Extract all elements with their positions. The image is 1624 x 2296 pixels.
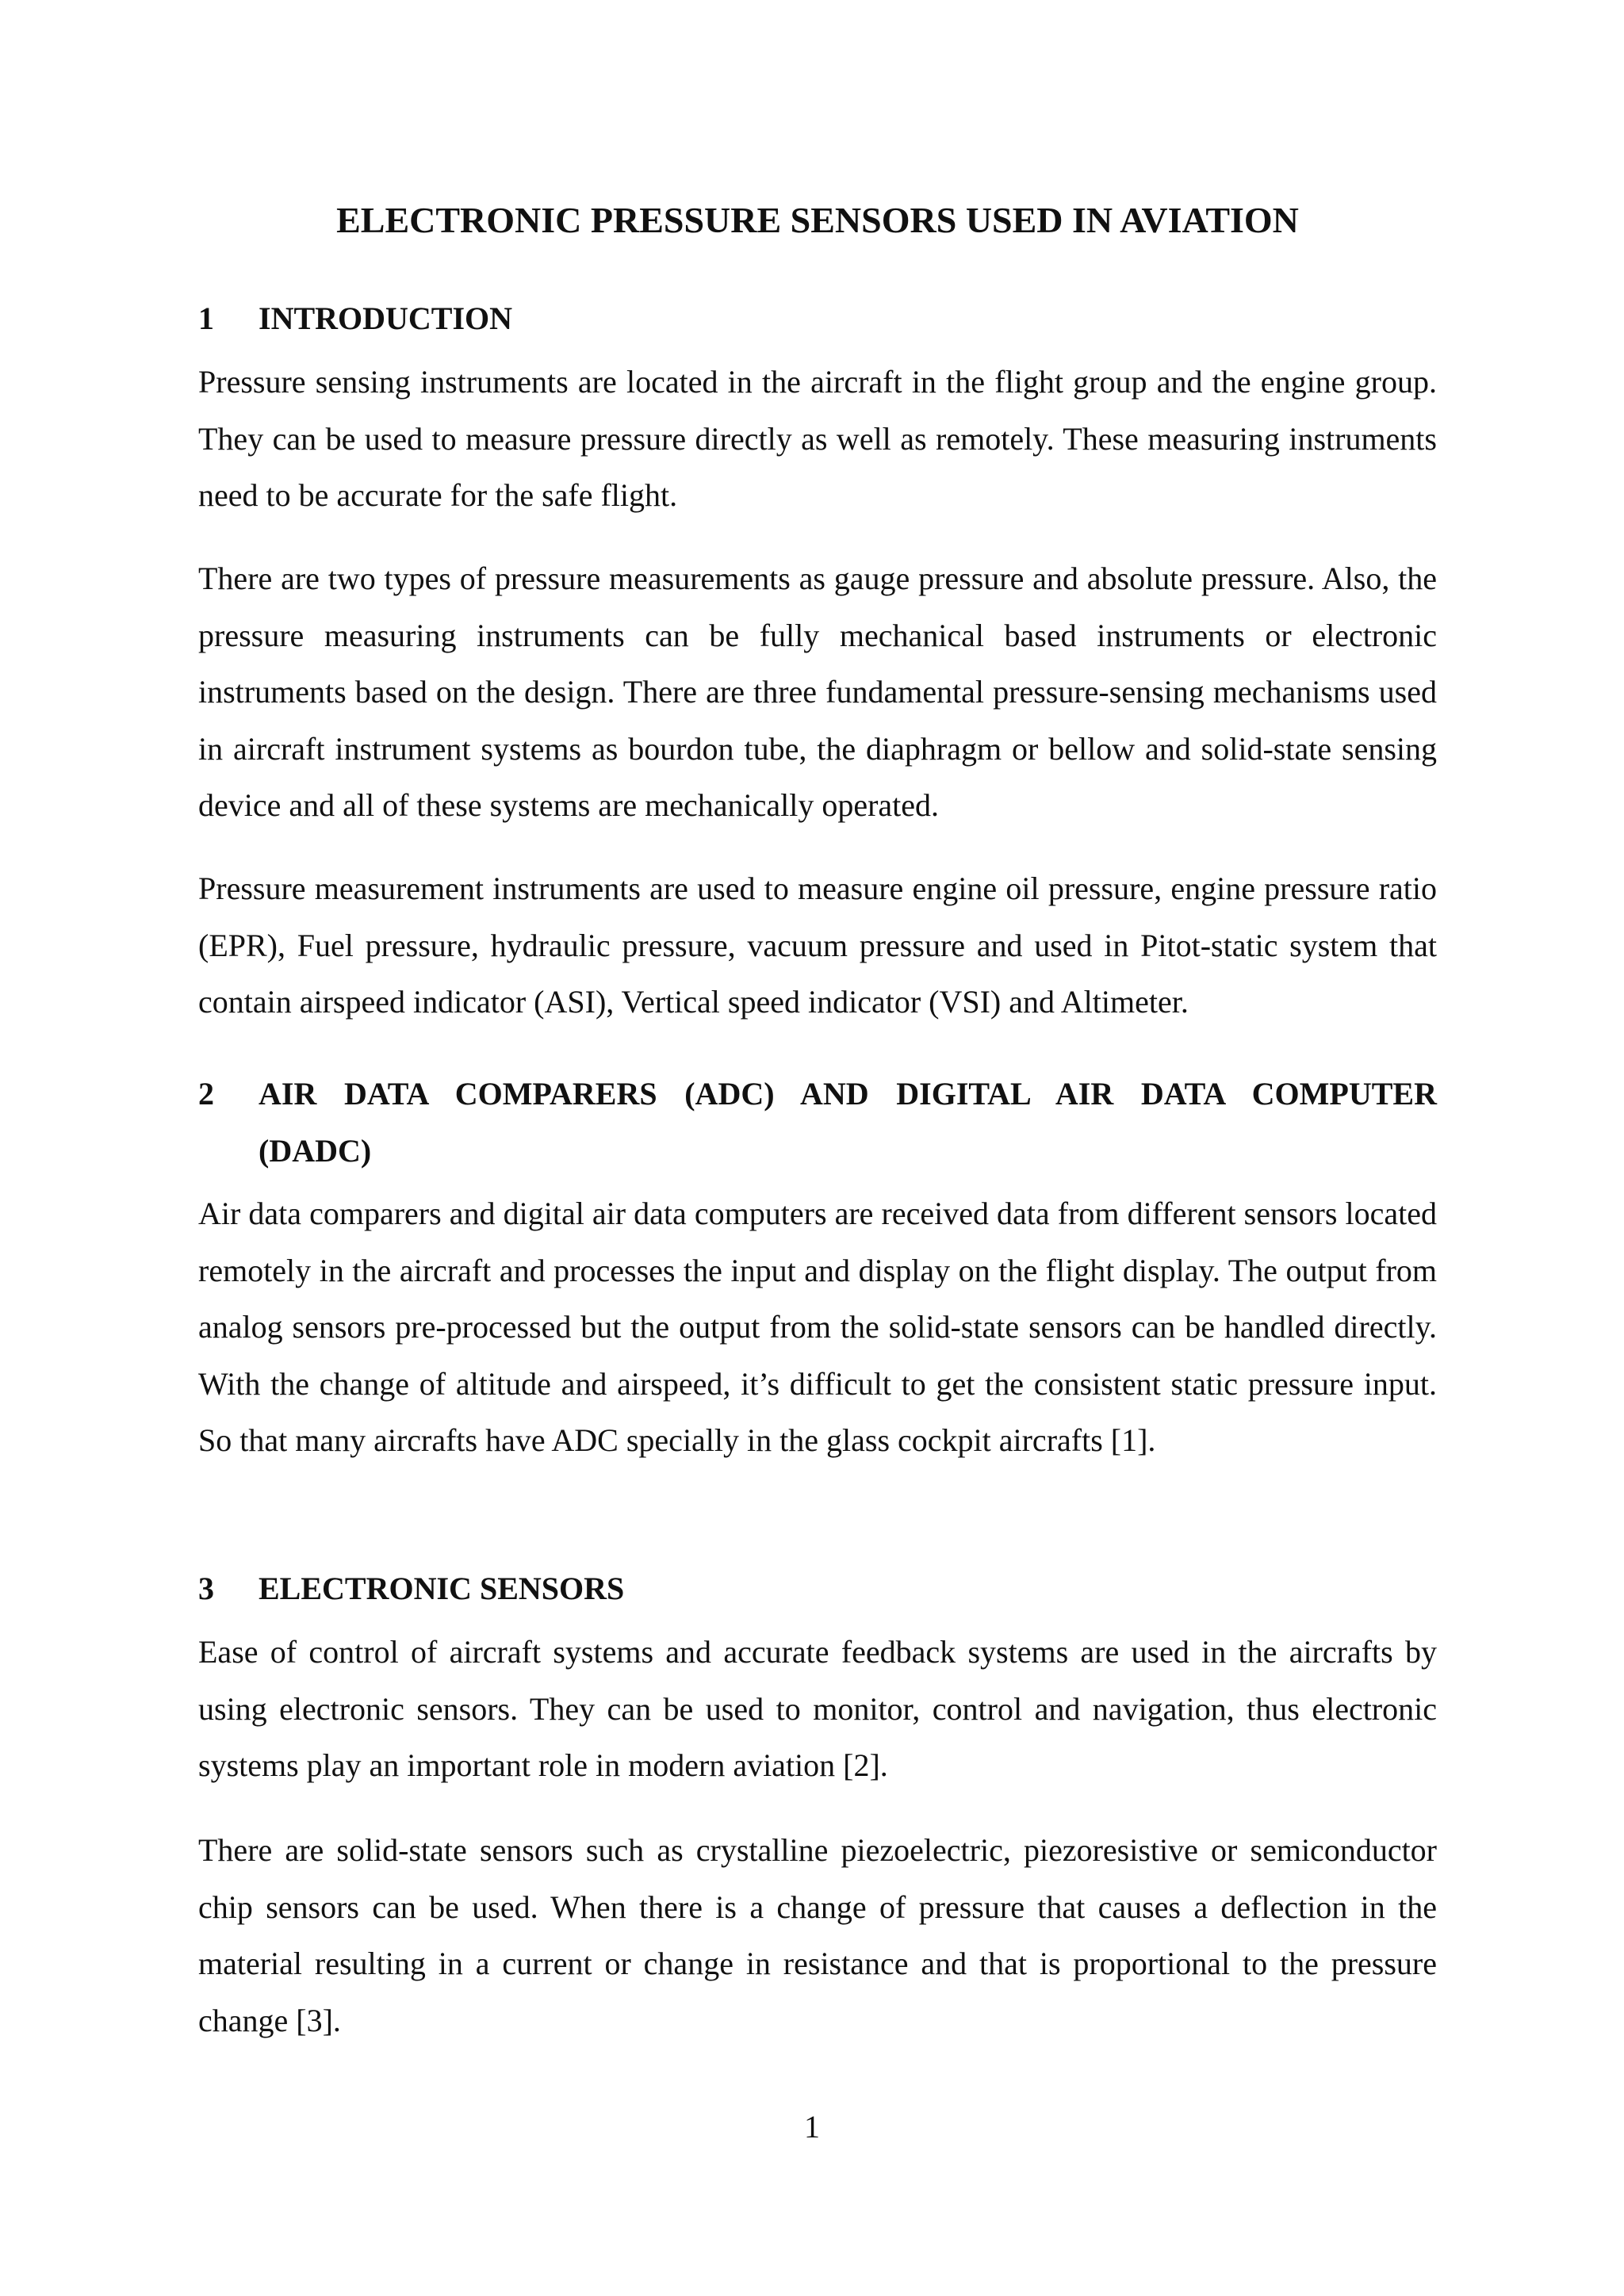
section-1-paragraph-1: Pressure sensing instruments are located in the aircraft in the flight group and the engine group. They can be used to measure pressure directly as well as remotely. These measuring instruments need to be accurate for the safe flight. [198,364,1437,513]
page-number: 1 [804,2109,820,2145]
section-1-title: INTRODUCTION [259,300,513,336]
section-1-number: 1 [198,300,214,336]
section-2-title-line-1: AIR DATA COMPARERS (ADC) AND DIGITAL AIR DATA COMPUTER [259,1076,1437,1112]
section-3-heading [198,1560,1437,1617]
section-3-paragraph-1: Ease of control of aircraft systems and accurate feedback systems are used in the aircrafts by using electronic sensors. They can be used to monitor, control and navigation, thus electronic systems play an important role in modern aviation [2]. [198,1634,1437,1783]
document-title: ELECTRONIC PRESSURE SENSORS USED IN AVIATION [336,200,1299,240]
section-3-number: 3 [198,1571,214,1606]
section-2-paragraph-1: Air data comparers and digital air data computers are received data from different sensors located remotely in the aircraft and processes the input and display on the flight display. The output from analog sensors pre-processed but the output from the solid-state sensors can be handled directly. With the change of altitude and airspeed, it’s difficult to get the consistent static pressure input. So that many aircrafts have ADC specially in the glass cockpit aircrafts [1]. [198,1196,1437,1458]
section-1-paragraph-2: There are two types of pressure measurements as gauge pressure and absolute pressure. Also, the pressure measuring instruments can be fully mechanical based instruments or electronic instruments based on the design. There are three fundamental pressure-sensing mechanisms used in aircraft instrument systems as bourdon tube, the diaphragm or bellow and solid-state sensing device and all of these systems are mechanically operated. [198,561,1437,823]
section-2-title-line-2: (DADC) [259,1133,372,1169]
section-2-heading [198,1066,1437,1180]
section-3-paragraph-2: There are solid-state sensors such as crystalline piezoelectric, piezoresistive or semiconductor chip sensors can be used. When there is a change of pressure that causes a deflection in the material resulting in a current or change in resistance and that is proportional to the pressure change [3]. [198,1832,1437,2038]
section-1-heading [198,290,1437,347]
section-3-title: ELECTRONIC SENSORS [259,1571,625,1606]
section-1-paragraph-3: Pressure measurement instruments are used to measure engine oil pressure, engine pressure ratio (EPR), Fuel pressure, hydraulic pressure, vacuum pressure and used in Pitot-static system that contain airspeed indicator (ASI), Vertical speed indicator (VSI) and Altimeter. [198,871,1437,1020]
section-2-number: 2 [198,1076,214,1112]
